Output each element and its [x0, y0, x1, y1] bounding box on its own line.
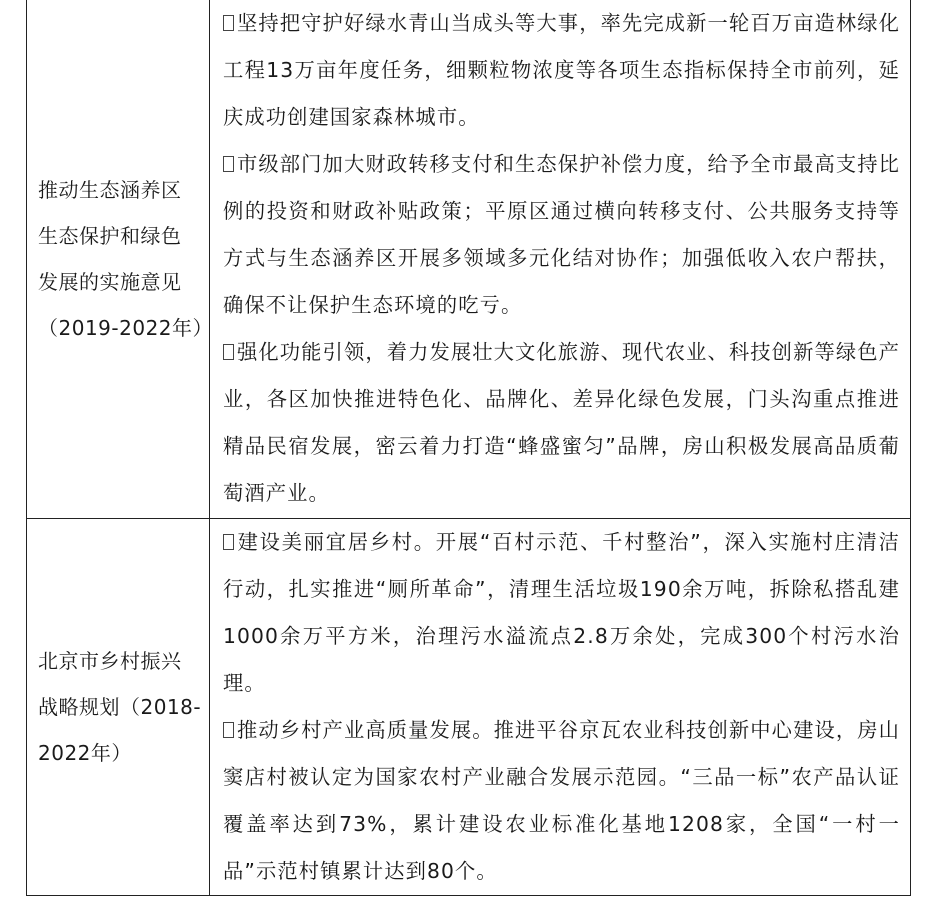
- policy-content-cell: [210, 0, 911, 519]
- policy-item-text: 强化功能引领，着力发展壮大文化旅游、现代农业、科技创新等绿色产业，各区加快推进特色化、品牌化、差异化绿色发展，门头沟重点推进精品民宿发展，密云着力打造“蜂盛蜜匀”品牌，房山积极发展高品质葡萄酒产业。: [223, 340, 900, 505]
- policy-table: [26, 0, 911, 896]
- policy-item: [223, 707, 900, 895]
- bullet-box-icon: [223, 15, 234, 31]
- bullet-box-icon: [223, 344, 234, 360]
- table-row: [27, 519, 911, 896]
- policy-item-text: 坚持把守护好绿水青山当成头等大事，率先完成新一轮百万亩造林绿化工程13万亩年度任务，细颗粒物浓度等各项生态指标保持全市前列，延庆成功创建国家森林城市。: [223, 11, 900, 129]
- bullet-box-icon: [223, 722, 234, 738]
- policy-name: 北京市乡村振兴 战略规划（2018- 2022年）: [38, 649, 202, 765]
- bullet-box-icon: [223, 534, 234, 550]
- policy-name-cell: [27, 519, 210, 896]
- policy-name-cell: [27, 0, 214, 519]
- policy-item-text: 推动乡村产业高质量发展。推进平谷京瓦农业科技创新中心建设，房山窦店村被认定为国家农村产业融合发展示范园。“三品一标”农产品认证覆盖率达到73%，累计建设农业标准化基地1208家，全国“一村一品”示范村镇累计达到80个。: [223, 718, 900, 883]
- table-row: [27, 0, 911, 519]
- policy-item-text: 市级部门加大财政转移支付和生态保护补偿力度，给予全市最高支持比例的投资和财政补贴政策；平原区通过横向转移支付、公共服务支持等方式与生态涵养区开展多领域多元化结对协作；加强低收入农户帮扶，确保不让保护生态环境的吃亏。: [223, 152, 900, 317]
- policy-name: 推动生态涵养区 生态保护和绿色 发展的实施意见 （2019-2022年）: [38, 177, 214, 340]
- bullet-box-icon: [223, 156, 234, 172]
- policy-item-text: 建设美丽宜居乡村。开展“百村示范、千村整治”，深入实施村庄清洁行动，扎实推进“厕所革命”，清理生活垃圾190余万吨，拆除私搭乱建1000余万平方米，治理污水溢流点2.8万余处，完成300个村污水治理。: [223, 530, 900, 695]
- policy-content-cell: [210, 519, 911, 896]
- policy-item: [223, 519, 900, 707]
- policy-item: [223, 141, 900, 329]
- policy-item: [223, 329, 900, 517]
- policy-item: [223, 0, 900, 141]
